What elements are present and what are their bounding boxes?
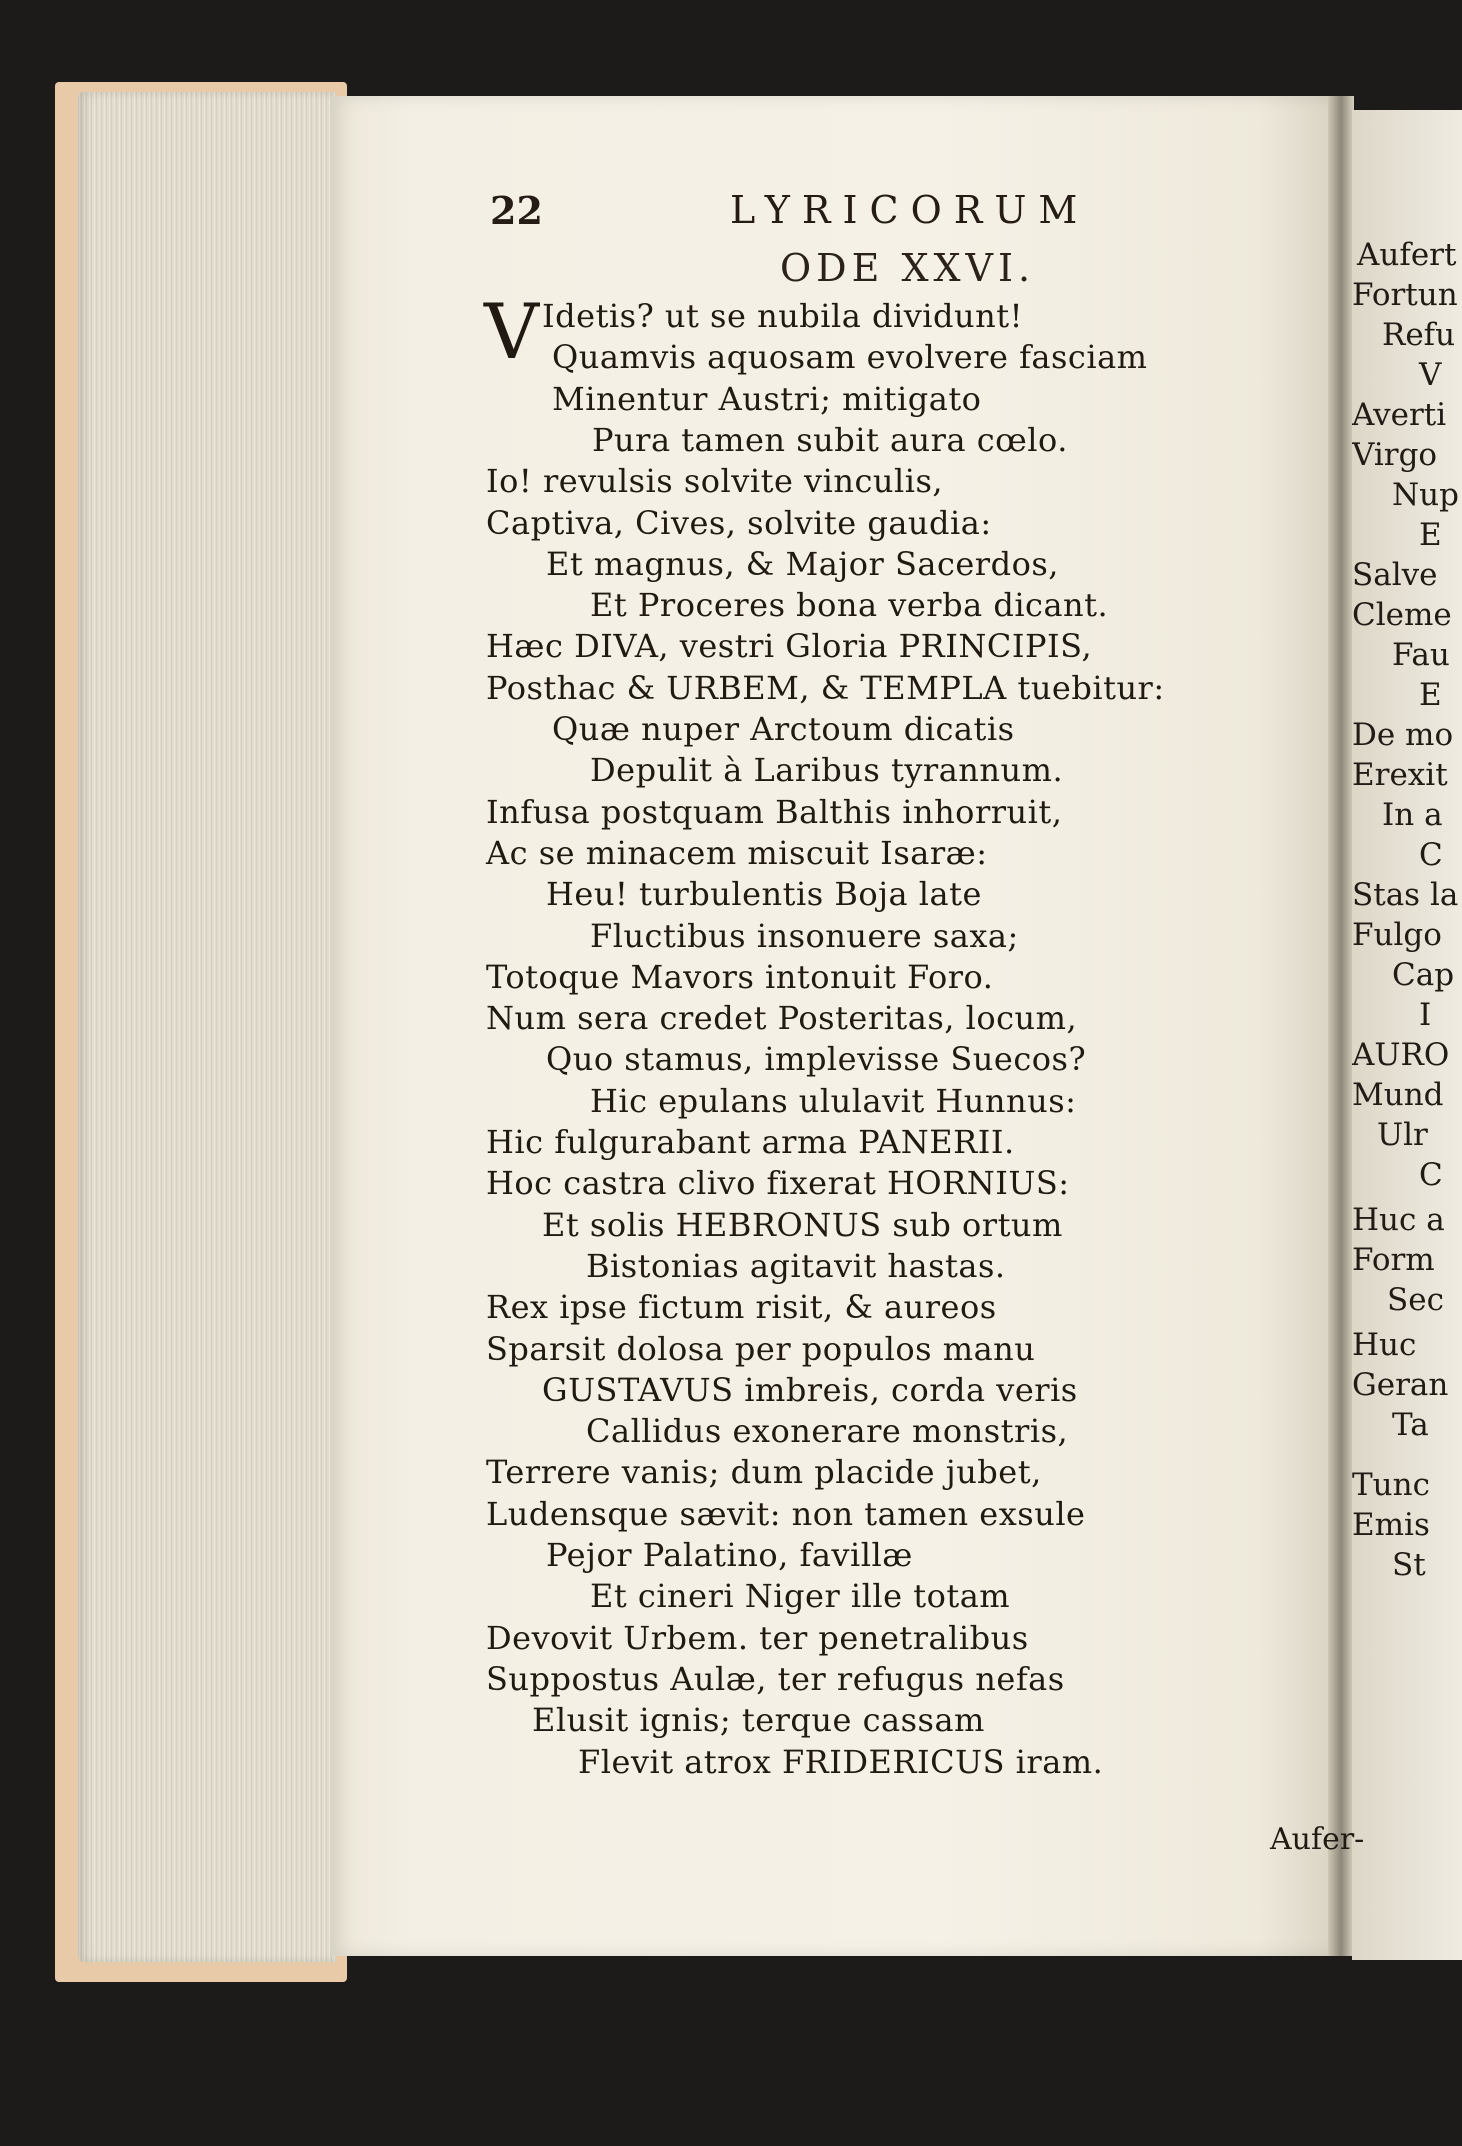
facing-page-line: Geran: [1352, 1367, 1449, 1403]
page-block-edge: [78, 92, 336, 1962]
poem-line: Depulit à Laribus tyrannum.: [590, 751, 1064, 789]
facing-page-line: Ulr: [1377, 1117, 1428, 1153]
facing-page-line: Virgo: [1352, 437, 1438, 473]
poem-line: Et Proceres bona verba dicant.: [590, 586, 1109, 624]
facing-page-line: Huc a: [1352, 1202, 1445, 1238]
facing-page-line: V: [1419, 357, 1442, 393]
facing-page-line: AURO: [1352, 1037, 1450, 1073]
facing-page-line: Averti: [1352, 397, 1447, 433]
poem-line: Hæc DIVA, vestri Gloria PRINCIPIS,: [486, 627, 1093, 665]
poem-line: Quæ nuper Arctoum dicatis: [552, 710, 1015, 748]
poem-line: Flevit atrox FRIDERICUS iram.: [578, 1743, 1104, 1781]
poem-line: Hic epulans ululavit Hunnus:: [590, 1082, 1077, 1120]
poem-line: Sparsit dolosa per populos manu: [486, 1330, 1036, 1368]
poem-line: Ludensque sævit: non tamen exsule: [486, 1495, 1086, 1533]
poem-line: Terrere vanis; dum placide jubet,: [486, 1453, 1042, 1491]
poem-line: Ac se minacem miscuit Isaræ:: [486, 834, 988, 872]
poem-line: Elusit ignis; terque cassam: [532, 1701, 985, 1739]
poem-line: Et magnus, & Major Sacerdos,: [546, 545, 1059, 583]
facing-page-line: Fortun: [1352, 277, 1458, 313]
facing-page-line: Erexit: [1352, 757, 1448, 793]
poem-line: Minentur Austri; mitigato: [552, 380, 982, 418]
facing-page-line: Sec: [1387, 1282, 1444, 1318]
facing-page-line: Huc: [1352, 1327, 1417, 1363]
poem-line: Heu! turbulentis Boja late: [546, 875, 982, 913]
facing-page-line: In a: [1382, 797, 1443, 833]
facing-page-line: E: [1419, 677, 1442, 713]
poem-line: Suppostus Aulæ, ter refugus nefas: [486, 1660, 1065, 1698]
facing-page-line: Refu: [1382, 317, 1456, 353]
ode-title: ODE XXVI.: [780, 246, 1036, 290]
book-gutter: [1328, 96, 1354, 1956]
page-number: 22: [490, 188, 543, 233]
poem-line: Pura tamen subit aura cœlo.: [592, 421, 1068, 459]
poem-line: Et solis HEBRONUS sub ortum: [542, 1206, 1063, 1244]
facing-page-line: Nup: [1392, 477, 1459, 513]
poem-line: Idetis? ut se nubila dividunt!: [542, 297, 1023, 335]
poem-line: Infusa postquam Balthis inhorruit,: [486, 793, 1063, 831]
poem-line: Hoc castra clivo fixerat HORNIUS:: [486, 1164, 1070, 1202]
poem-line: Rex ipse fictum risit, & aureos: [486, 1288, 997, 1326]
facing-page-line: Emis: [1352, 1507, 1430, 1543]
catchword: Aufer-: [1270, 1822, 1365, 1857]
facing-page-line: C: [1419, 1157, 1443, 1193]
poem-line: Io! revulsis solvite vinculis,: [486, 462, 944, 500]
running-head-title: LYRICORUM: [730, 188, 1090, 232]
drop-cap: V: [484, 287, 539, 376]
poem-line: Pejor Palatino, favillæ: [546, 1536, 913, 1574]
poem-line: Fluctibus insonuere saxa;: [590, 917, 1019, 955]
poem-line: Num sera credet Posteritas, locum,: [486, 999, 1078, 1037]
facing-page-line: Fulgo: [1352, 917, 1442, 953]
facing-page-line: Salve: [1352, 557, 1438, 593]
facing-page-line: Cap: [1392, 957, 1455, 993]
poem-line: Devovit Urbem. ter penetralibus: [486, 1619, 1029, 1657]
facing-page-line: E: [1419, 517, 1442, 553]
poem-line: Quamvis aquosam evolvere fasciam: [552, 338, 1148, 376]
facing-page-line: Mund: [1352, 1077, 1444, 1113]
poem-line: Captiva, Cives, solvite gaudia:: [486, 504, 992, 542]
facing-page-line: St: [1392, 1547, 1426, 1583]
running-head: [330, 188, 1340, 236]
poem-line: Bistonias agitavit hastas.: [586, 1247, 1006, 1285]
poem-line: Totoque Mavors intonuit Foro.: [486, 958, 994, 996]
facing-page-line: Stas la: [1352, 877, 1459, 913]
facing-page: [1352, 110, 1462, 1960]
poem-line: Callidus exonerare monstris,: [586, 1412, 1069, 1450]
facing-page-line: Tunc: [1352, 1467, 1430, 1503]
facing-page-line: Form: [1352, 1242, 1435, 1278]
facing-page-line: Ta: [1392, 1407, 1429, 1443]
facing-page-line: De mo: [1352, 717, 1454, 753]
facing-page-line: Cleme: [1352, 597, 1452, 633]
facing-page-line: I: [1419, 997, 1432, 1033]
facing-page-line: C: [1419, 837, 1443, 873]
poem-line: Hic fulgurabant arma PANERII.: [486, 1123, 1015, 1161]
poem-line: Posthac & URBEM, & TEMPLA tuebitur:: [486, 669, 1165, 707]
poem-line: Et cineri Niger ille totam: [590, 1577, 1011, 1615]
facing-page-line: Fau: [1392, 637, 1450, 673]
facing-page-line: Aufert: [1357, 237, 1457, 273]
poem-line: GUSTAVUS imbreis, corda veris: [542, 1371, 1078, 1409]
poem-line: Quo stamus, implevisse Suecos?: [546, 1040, 1087, 1078]
